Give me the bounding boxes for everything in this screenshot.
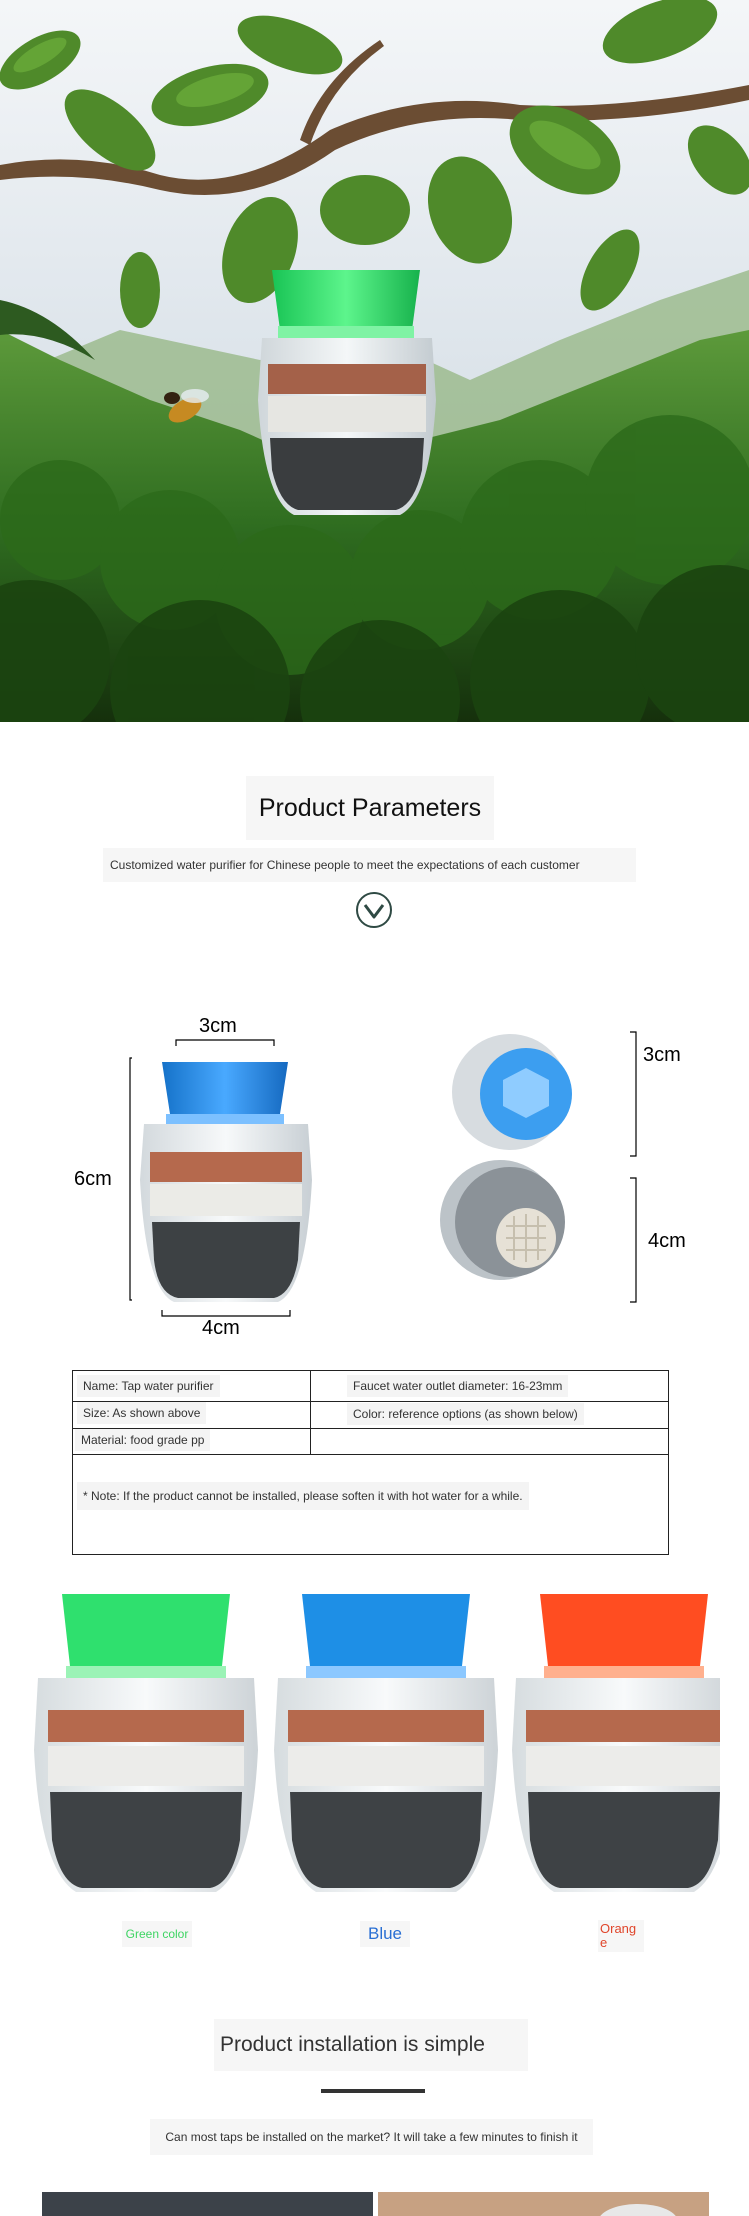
variant-label-green: Green color xyxy=(122,1921,192,1947)
installation-subtitle: Can most taps be installed on the market? It will take a few minutes to finish it xyxy=(150,2119,593,2155)
installation-image-left xyxy=(42,2192,373,2216)
spec-material: Material: food grade pp xyxy=(75,1429,210,1451)
installation-title: Product installation is simple xyxy=(214,2019,528,2071)
top-view-size-label: 3cm xyxy=(643,1044,681,1066)
height-label: 6cm xyxy=(74,1168,112,1190)
spec-note: * Note: If the product cannot be installed, please soften it with hot water for a while. xyxy=(77,1482,529,1510)
spec-size: Size: As shown above xyxy=(77,1402,206,1424)
spec-color: Color: reference options (as shown below) xyxy=(347,1403,584,1425)
dimension-diagram xyxy=(70,1010,670,1350)
top-width-label: 3cm xyxy=(199,1015,237,1037)
chevron-down-icon xyxy=(355,891,393,934)
title-underline xyxy=(321,2089,425,2093)
spec-name: Name: Tap water purifier xyxy=(77,1375,220,1397)
hero-image xyxy=(0,0,749,722)
spec-table xyxy=(72,1370,669,1555)
variant-label-orange: Orang e xyxy=(598,1920,644,1952)
variant-images xyxy=(30,1590,720,1900)
installation-image-right xyxy=(378,2192,709,2216)
section-subtitle: Customized water purifier for Chinese people to meet the expectations of each customer xyxy=(103,848,636,882)
variant-orange-image xyxy=(512,1594,720,1892)
spec-outlet-diameter: Faucet water outlet diameter: 16-23mm xyxy=(347,1375,568,1397)
variant-label-blue: Blue xyxy=(360,1921,410,1947)
bottom-view-size-label: 4cm xyxy=(648,1230,686,1252)
variant-green-image xyxy=(34,1594,258,1892)
section-title: Product Parameters xyxy=(246,776,494,840)
bottom-width-label: 4cm xyxy=(202,1317,240,1339)
variant-blue-image xyxy=(274,1594,498,1892)
